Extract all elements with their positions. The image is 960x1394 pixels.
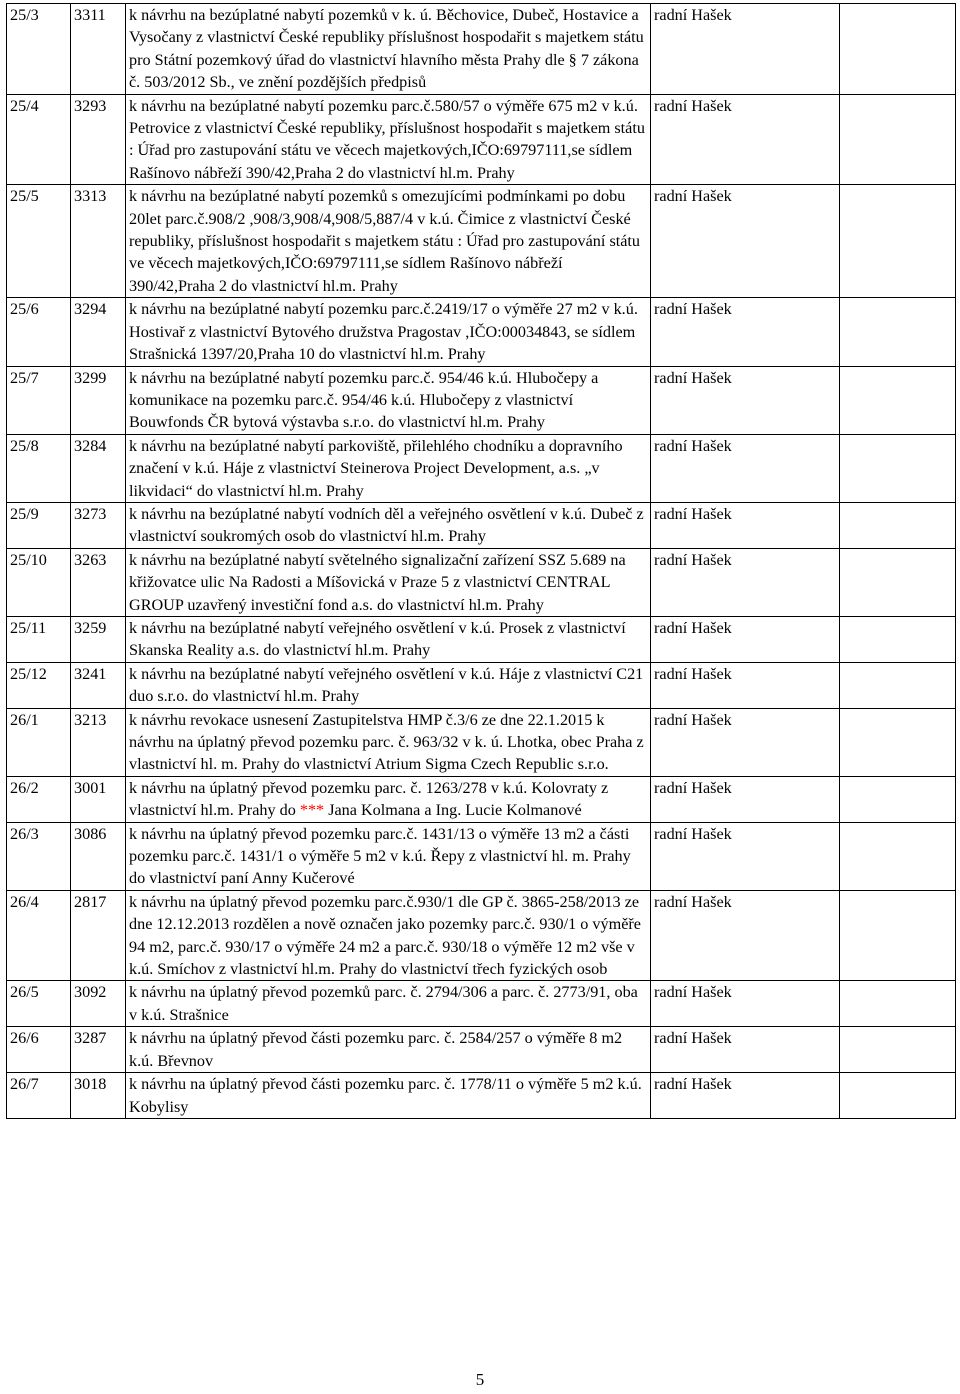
print-number: 3293: [71, 94, 126, 185]
table-row: [7, 366, 956, 434]
print-number: 3001: [71, 776, 126, 822]
note-cell: [840, 890, 956, 981]
table-row: [7, 776, 956, 822]
print-number: 3287: [71, 1027, 126, 1073]
item-text: k návrhu na úplatný převod pozemku parc.č. 1431/13 o výměře 13 m2 a části pozemku parc.č. 1431/1 o výměře 5 m2 v k.ú. Řepy z vlastnictví hl. m. Prahy do vlastnictví paní Anny Kučerové: [126, 822, 651, 890]
presenter: radní Hašek: [651, 708, 840, 776]
item-number: 25/9: [7, 502, 71, 548]
item-number: 26/7: [7, 1073, 71, 1119]
item-number: 25/7: [7, 366, 71, 434]
print-number: 3213: [71, 708, 126, 776]
table-row: [7, 1073, 956, 1119]
table-row: [7, 822, 956, 890]
presenter: radní Hašek: [651, 4, 840, 95]
note-cell: [840, 548, 956, 616]
item-text: k návrhu na úplatný převod části pozemku parc. č. 2584/257 o výměře 8 m2 k.ú. Břevnov: [126, 1027, 651, 1073]
item-number: 25/4: [7, 94, 71, 185]
print-number: 3313: [71, 185, 126, 298]
item-number: 25/10: [7, 548, 71, 616]
item-number: 25/8: [7, 434, 71, 502]
table-row: [7, 4, 956, 95]
table-row: [7, 708, 956, 776]
note-cell: [840, 298, 956, 366]
presenter: radní Hašek: [651, 185, 840, 298]
print-number: 3086: [71, 822, 126, 890]
print-number: 3018: [71, 1073, 126, 1119]
table-row: [7, 662, 956, 708]
print-number: 3284: [71, 434, 126, 502]
item-number: 26/2: [7, 776, 71, 822]
note-cell: [840, 822, 956, 890]
item-number: 25/6: [7, 298, 71, 366]
table-row: [7, 548, 956, 616]
presenter: radní Hašek: [651, 1027, 840, 1073]
item-text: k návrhu revokace usnesení Zastupitelstva HMP č.3/6 ze dne 22.1.2015 k návrhu na úplatný převod pozemku parc. č. 963/32 v k. ú. Lhotka, obec Praha z vlastnictví hl. m. Prahy do vlastnictví Atrium Sigma Czech Republic s.r.o.: [126, 708, 651, 776]
presenter: radní Hašek: [651, 776, 840, 822]
item-text-after: Jana Kolmana a Ing. Lucie Kolmanové: [324, 801, 582, 820]
item-number: 25/11: [7, 616, 71, 662]
item-text: k návrhu na bezúplatné nabytí pozemku parc.č.580/57 o výměře 675 m2 v k.ú. Petrovice z vlastnictví České republiky, příslušnost hospodařit s majetkem státu : Úřad pro zastupování státu ve věcech majetkových,IČO:69797111,se sídlem Rašínovo nábřeží 390/42,Praha 2 do vlastnictví hl.m. Prahy: [126, 94, 651, 185]
presenter: radní Hašek: [651, 981, 840, 1027]
item-text: k návrhu na bezúplatné nabytí pozemků v k. ú. Běchovice, Dubeč, Hostavice a Vysočany z vlastnictví České republiky příslušnost hospodařit s majetkem státu pro Státní pozemkový úřad do vlastnictví hlavního města Prahy dle § 7 zákona č. 503/2012 Sb., ve znění pozdějších předpisů: [126, 4, 651, 95]
item-text: k návrhu na úplatný převod části pozemku parc. č. 1778/11 o výměře 5 m2 k.ú. Kobylisy: [126, 1073, 651, 1119]
table-row: [7, 616, 956, 662]
table-row: [7, 94, 956, 185]
item-text: k návrhu na bezúplatné nabytí veřejného osvětlení v k.ú. Háje z vlastnictví C21 duo s.r.o. do vlastnictví hl.m. Prahy: [126, 662, 651, 708]
print-number: 3311: [71, 4, 126, 95]
table-row: [7, 981, 956, 1027]
item-text: k návrhu na bezúplatné nabytí vodních děl a veřejného osvětlení v k.ú. Dubeč z vlastnictví soukromých osob do vlastnictví hl.m. Prahy: [126, 502, 651, 548]
item-number: 26/6: [7, 1027, 71, 1073]
item-text: k návrhu na bezúplatné nabytí světelného signalizační zařízení SSZ 5.689 na křižovatce ulic Na Radosti a Míšovická v Praze 5 z vlastnictví CENTRAL GROUP uzavřený investiční fond a.s. do vlastnictví hl.m. Prahy: [126, 548, 651, 616]
note-cell: [840, 502, 956, 548]
note-cell: [840, 1027, 956, 1073]
page-number: 5: [475, 1370, 485, 1389]
note-cell: [840, 708, 956, 776]
print-number: 3259: [71, 616, 126, 662]
print-number: 2817: [71, 890, 126, 981]
note-cell: [840, 1073, 956, 1119]
table-row: [7, 502, 956, 548]
item-number: 26/5: [7, 981, 71, 1027]
presenter: radní Hašek: [651, 662, 840, 708]
item-number: 25/5: [7, 185, 71, 298]
table-row: [7, 185, 956, 298]
item-number: 26/4: [7, 890, 71, 981]
presenter: radní Hašek: [651, 616, 840, 662]
print-number: 3263: [71, 548, 126, 616]
note-cell: [840, 4, 956, 95]
presenter: radní Hašek: [651, 94, 840, 185]
table-row: [7, 298, 956, 366]
presenter: radní Hašek: [651, 502, 840, 548]
note-cell: [840, 94, 956, 185]
print-number: 3294: [71, 298, 126, 366]
print-number: 3273: [71, 502, 126, 548]
note-cell: [840, 981, 956, 1027]
presenter: radní Hašek: [651, 298, 840, 366]
presenter: radní Hašek: [651, 822, 840, 890]
note-cell: [840, 366, 956, 434]
note-cell: [840, 616, 956, 662]
item-text: [126, 776, 651, 822]
presenter: radní Hašek: [651, 1073, 840, 1119]
redacted-mark: ***: [299, 801, 325, 820]
note-cell: [840, 776, 956, 822]
agenda-table: [6, 3, 956, 1119]
presenter: radní Hašek: [651, 548, 840, 616]
item-text: k návrhu na bezúplatné nabytí pozemku parc.č. 954/46 k.ú. Hlubočepy a komunikace na pozemku parc.č. 954/46 k.ú. Hlubočepy z vlastnictví Bouwfonds ČR bytová výstavba s.r.o. do vlastnictví hl.m. Prahy: [126, 366, 651, 434]
item-text: k návrhu na bezúplatné nabytí pozemků s omezujícími podmínkami po dobu 20let parc.č.908/2 ,908/3,908/4,908/5,887/4 v k.ú. Čimice z vlastnictví České republiky, příslušnost hospodařit s majetkem státu : Úřad pro zastupování státu ve věcech majetkových,IČO:69797111,se sídlem Rašínovo nábřeží 390/42,Praha 2 do vlastnictví hl.m. Prahy: [126, 185, 651, 298]
note-cell: [840, 434, 956, 502]
item-number: 25/12: [7, 662, 71, 708]
print-number: 3241: [71, 662, 126, 708]
table-row: [7, 890, 956, 981]
item-number: 25/3: [7, 4, 71, 95]
note-cell: [840, 185, 956, 298]
item-number: 26/1: [7, 708, 71, 776]
table-row: [7, 1027, 956, 1073]
item-text: k návrhu na bezúplatné nabytí parkoviště, přilehlého chodníku a dopravního značení v k.ú. Háje z vlastnictví Steinerova Project Development, a.s. „v likvidaci“ do vlastnictví hl.m. Prahy: [126, 434, 651, 502]
item-text: k návrhu na bezúplatné nabytí pozemku parc.č.2419/17 o výměře 27 m2 v k.ú. Hostivař z vlastnictví Bytového družstva Pragostav ,IČO:00034843, se sídlem Strašnická 1397/20,Praha 10 do vlastnictví hl.m. Prahy: [126, 298, 651, 366]
presenter: radní Hašek: [651, 366, 840, 434]
item-text: k návrhu na úplatný převod pozemku parc.č.930/1 dle GP č. 3865-258/2013 ze dne 12.12.2013 rozdělen a nově označen jako pozemky parc.č. 930/1 o výměře 94 m2, parc.č. 930/17 o výměře 24 m2 a parc.č. 930/18 o výměře 12 m2 vše v k.ú. Smíchov z vlastnictví hl.m. Prahy do vlastnictví třech fyzických osob: [126, 890, 651, 981]
presenter: radní Hašek: [651, 890, 840, 981]
table-row: [7, 434, 956, 502]
print-number: 3092: [71, 981, 126, 1027]
presenter: radní Hašek: [651, 434, 840, 502]
item-number: 26/3: [7, 822, 71, 890]
note-cell: [840, 662, 956, 708]
item-text-before: k návrhu na úplatný převod pozemku parc. č. 1263/278 v k.ú. Kolovraty z vlastnictví hl.m. Prahy do: [129, 778, 609, 820]
item-text: k návrhu na úplatný převod pozemků parc. č. 2794/306 a parc. č. 2773/91, oba v k.ú. Strašnice: [126, 981, 651, 1027]
print-number: 3299: [71, 366, 126, 434]
item-text: k návrhu na bezúplatné nabytí veřejného osvětlení v k.ú. Prosek z vlastnictví Skanska Reality a.s. do vlastnictví hl.m. Prahy: [126, 616, 651, 662]
